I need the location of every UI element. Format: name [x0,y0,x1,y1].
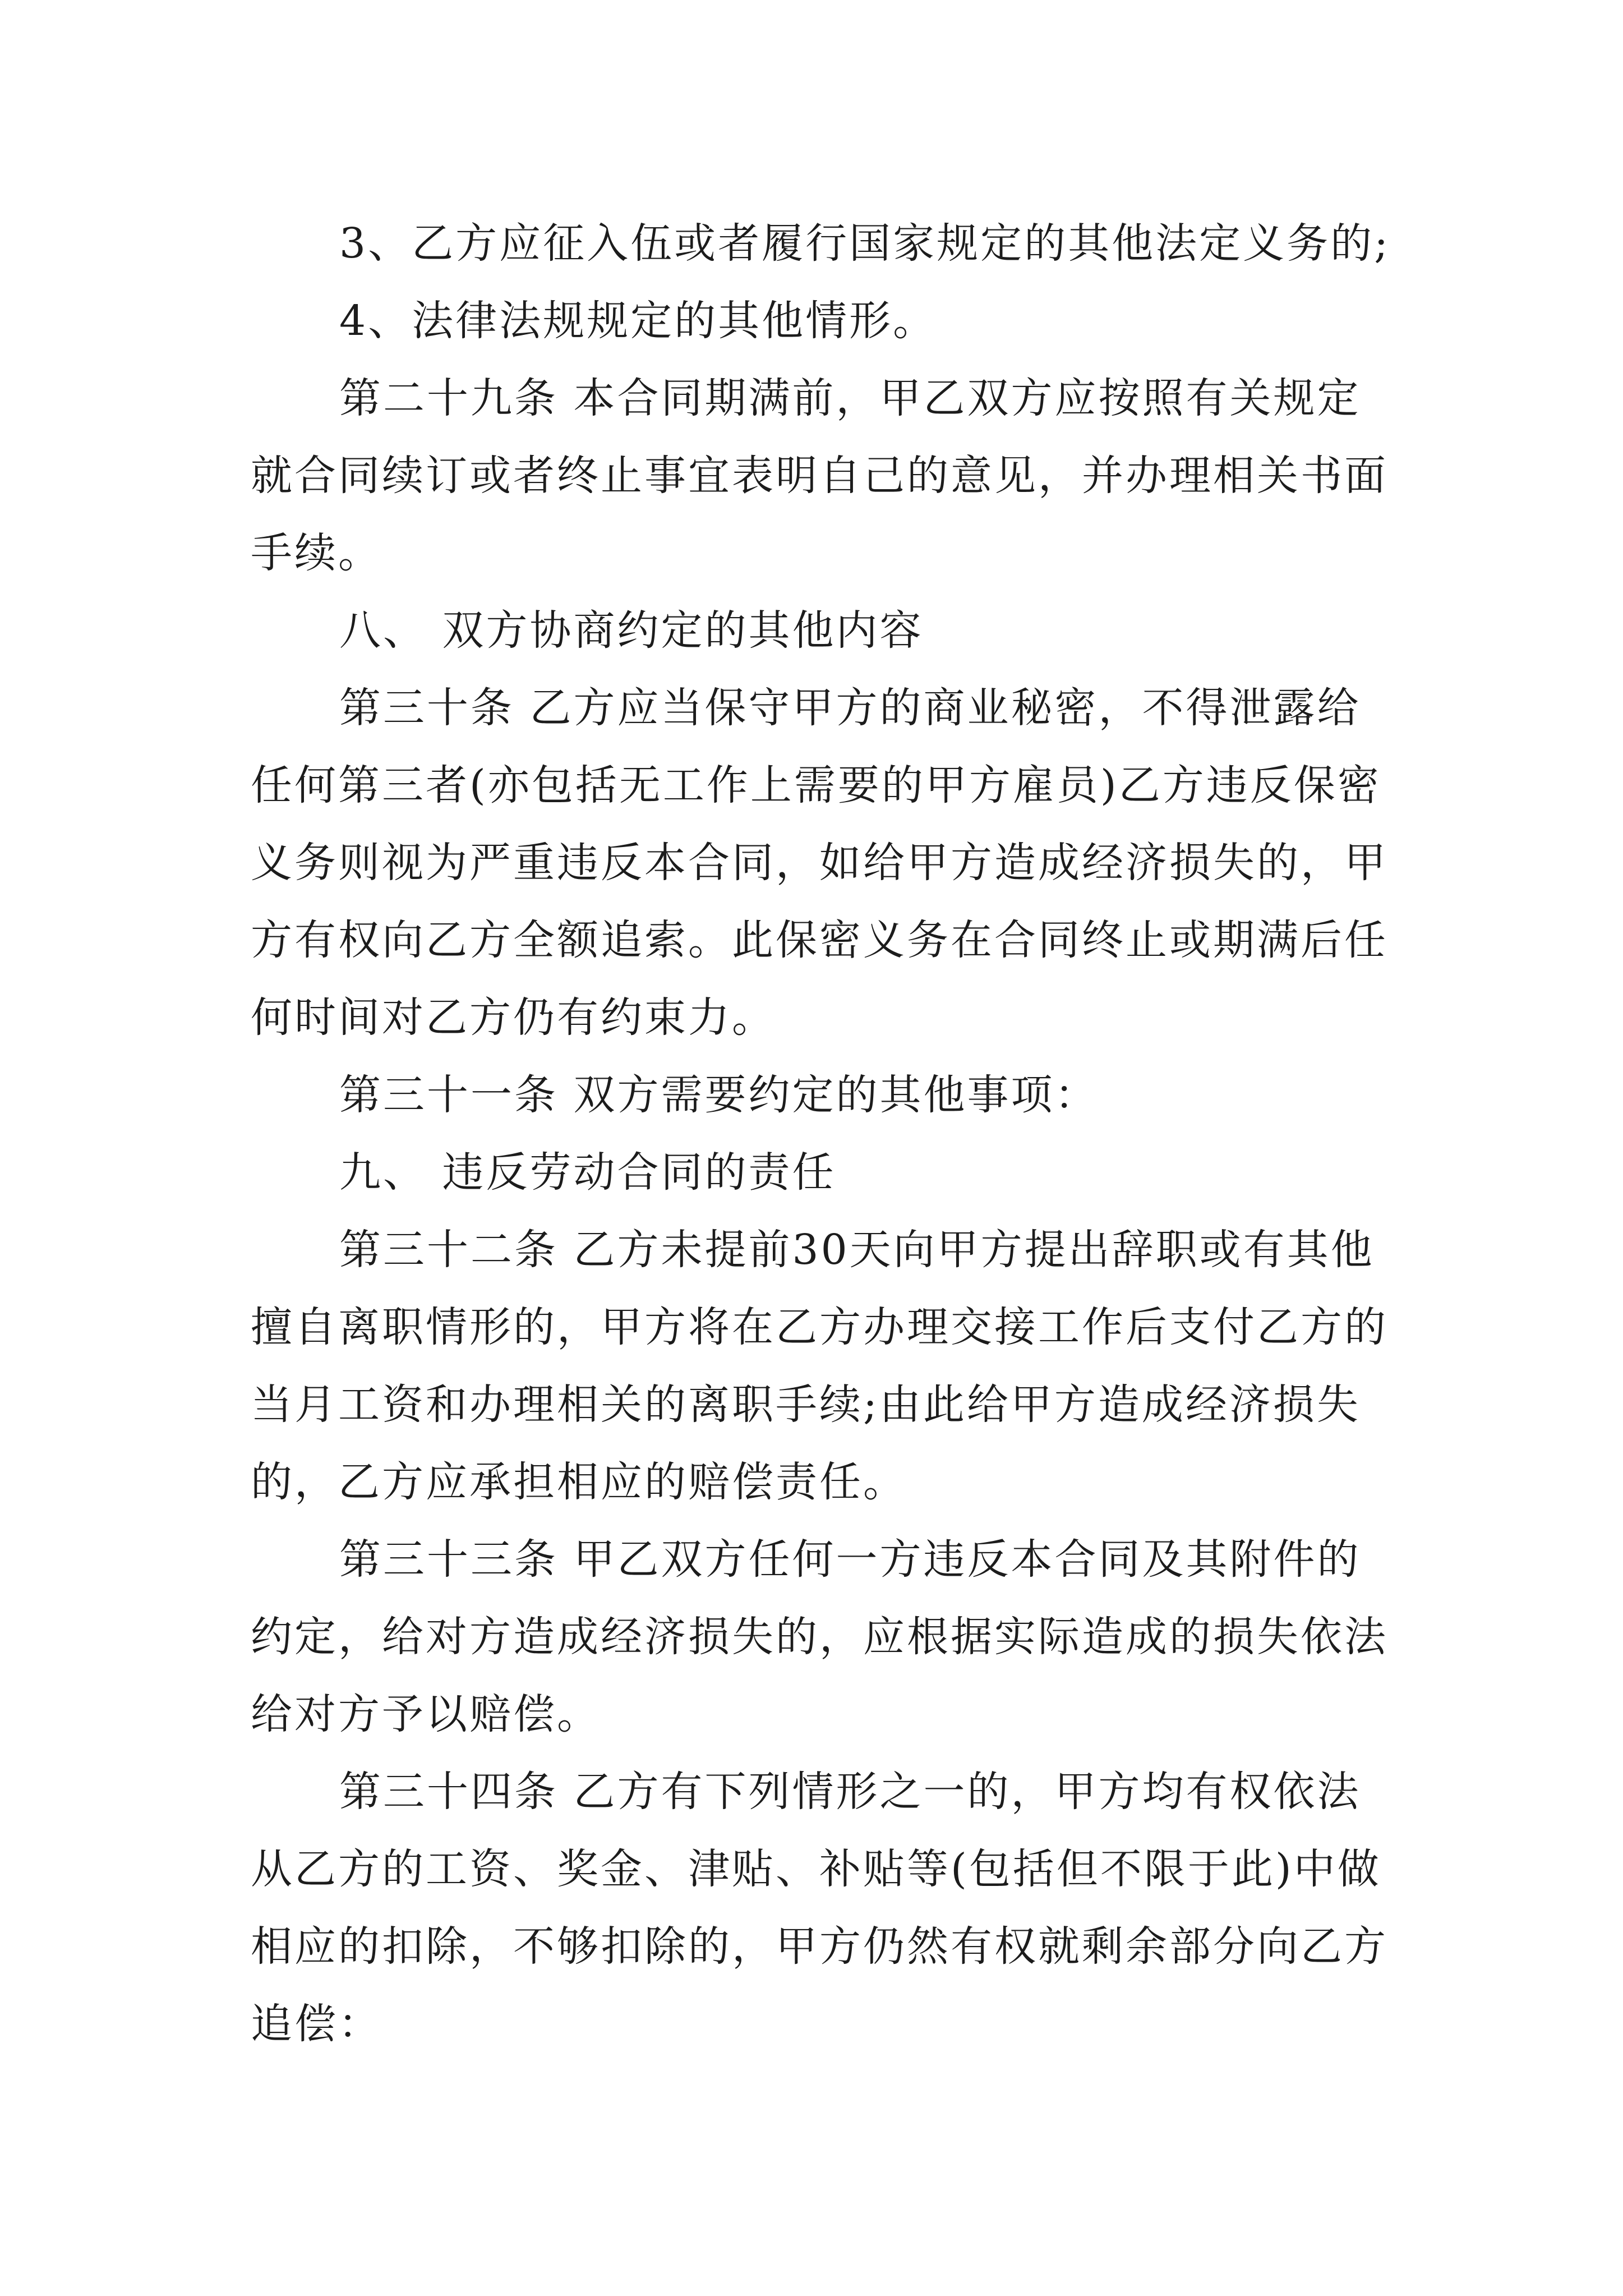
text-line: 义务则视为严重违反本合同，如给甲方造成经济损失的，甲 [251,839,1388,887]
text-line: 相应的扣除，不够扣除的，甲方仍然有权就剩余部分向乙方 [251,1922,1388,1971]
text-line: 当月工资和办理相关的离职手续;由此给甲方造成经济损失 [251,1381,1361,1429]
text-line: 的，乙方应承担相应的赔偿责任。 [251,1458,907,1506]
text-line: 第三十一条 双方需要约定的其他事项： [339,1071,1099,1119]
text-line: 约定，给对方造成经济损失的，应根据实际造成的损失依法 [251,1613,1388,1661]
section-heading: 八、 双方协商约定的其他内容 [339,606,924,655]
paragraph-article-32 [251,1211,1456,1521]
section-heading-8 [251,592,1456,669]
paragraph-clause-3 [251,205,1456,282]
section-heading-9 [251,1134,1456,1211]
paragraph-article-31 [251,1056,1456,1134]
text-line: 何时间对乙方仍有约束力。 [251,993,776,1042]
text-line: 从乙方的工资、奖金、津贴、补贴等(包括但不限于此)中做 [251,1845,1381,1893]
text-line: 给对方予以赔偿。 [251,1690,601,1738]
text-line: 3、乙方应征入伍或者履行国家规定的其他法定义务的; [339,219,1391,268]
text-line: 第三十二条 乙方未提前30天向甲方提出辞职或有其他 [339,1226,1375,1274]
text-line: 追偿： [251,2000,382,2048]
text-line: 就合同续订或者终止事宜表明自己的意见，并办理相关书面 [251,452,1388,500]
text-line: 擅自离职情形的，甲方将在乙方办理交接工作后支付乙方的 [251,1303,1388,1351]
document-body [251,205,1456,2063]
text-line: 第三十四条 乙方有下列情形之一的，甲方均有权依法 [339,1768,1361,1816]
text-line: 4、法律法规规定的其他情形。 [339,297,937,345]
paragraph-article-29 [251,360,1456,592]
text-line: 任何第三者(亦包括无工作上需要的甲方雇员)乙方违反保密 [251,761,1381,809]
text-line: 第三十条 乙方应当保守甲方的商业秘密，不得泄露给 [339,684,1361,732]
text-line: 方有权向乙方全额追索。此保密义务在合同终止或期满后任 [251,916,1388,964]
section-heading: 九、 违反劳动合同的责任 [339,1148,836,1197]
text-line: 第三十三条 甲乙双方任何一方违反本合同及其附件的 [339,1535,1361,1584]
paragraph-article-34 [251,1753,1456,2063]
paragraph-article-30 [251,669,1456,1056]
paragraph-article-33 [251,1521,1456,1753]
text-line: 手续。 [251,529,382,577]
text-line: 第二十九条 本合同期满前，甲乙双方应按照有关规定 [339,374,1361,422]
paragraph-clause-4 [251,282,1456,360]
